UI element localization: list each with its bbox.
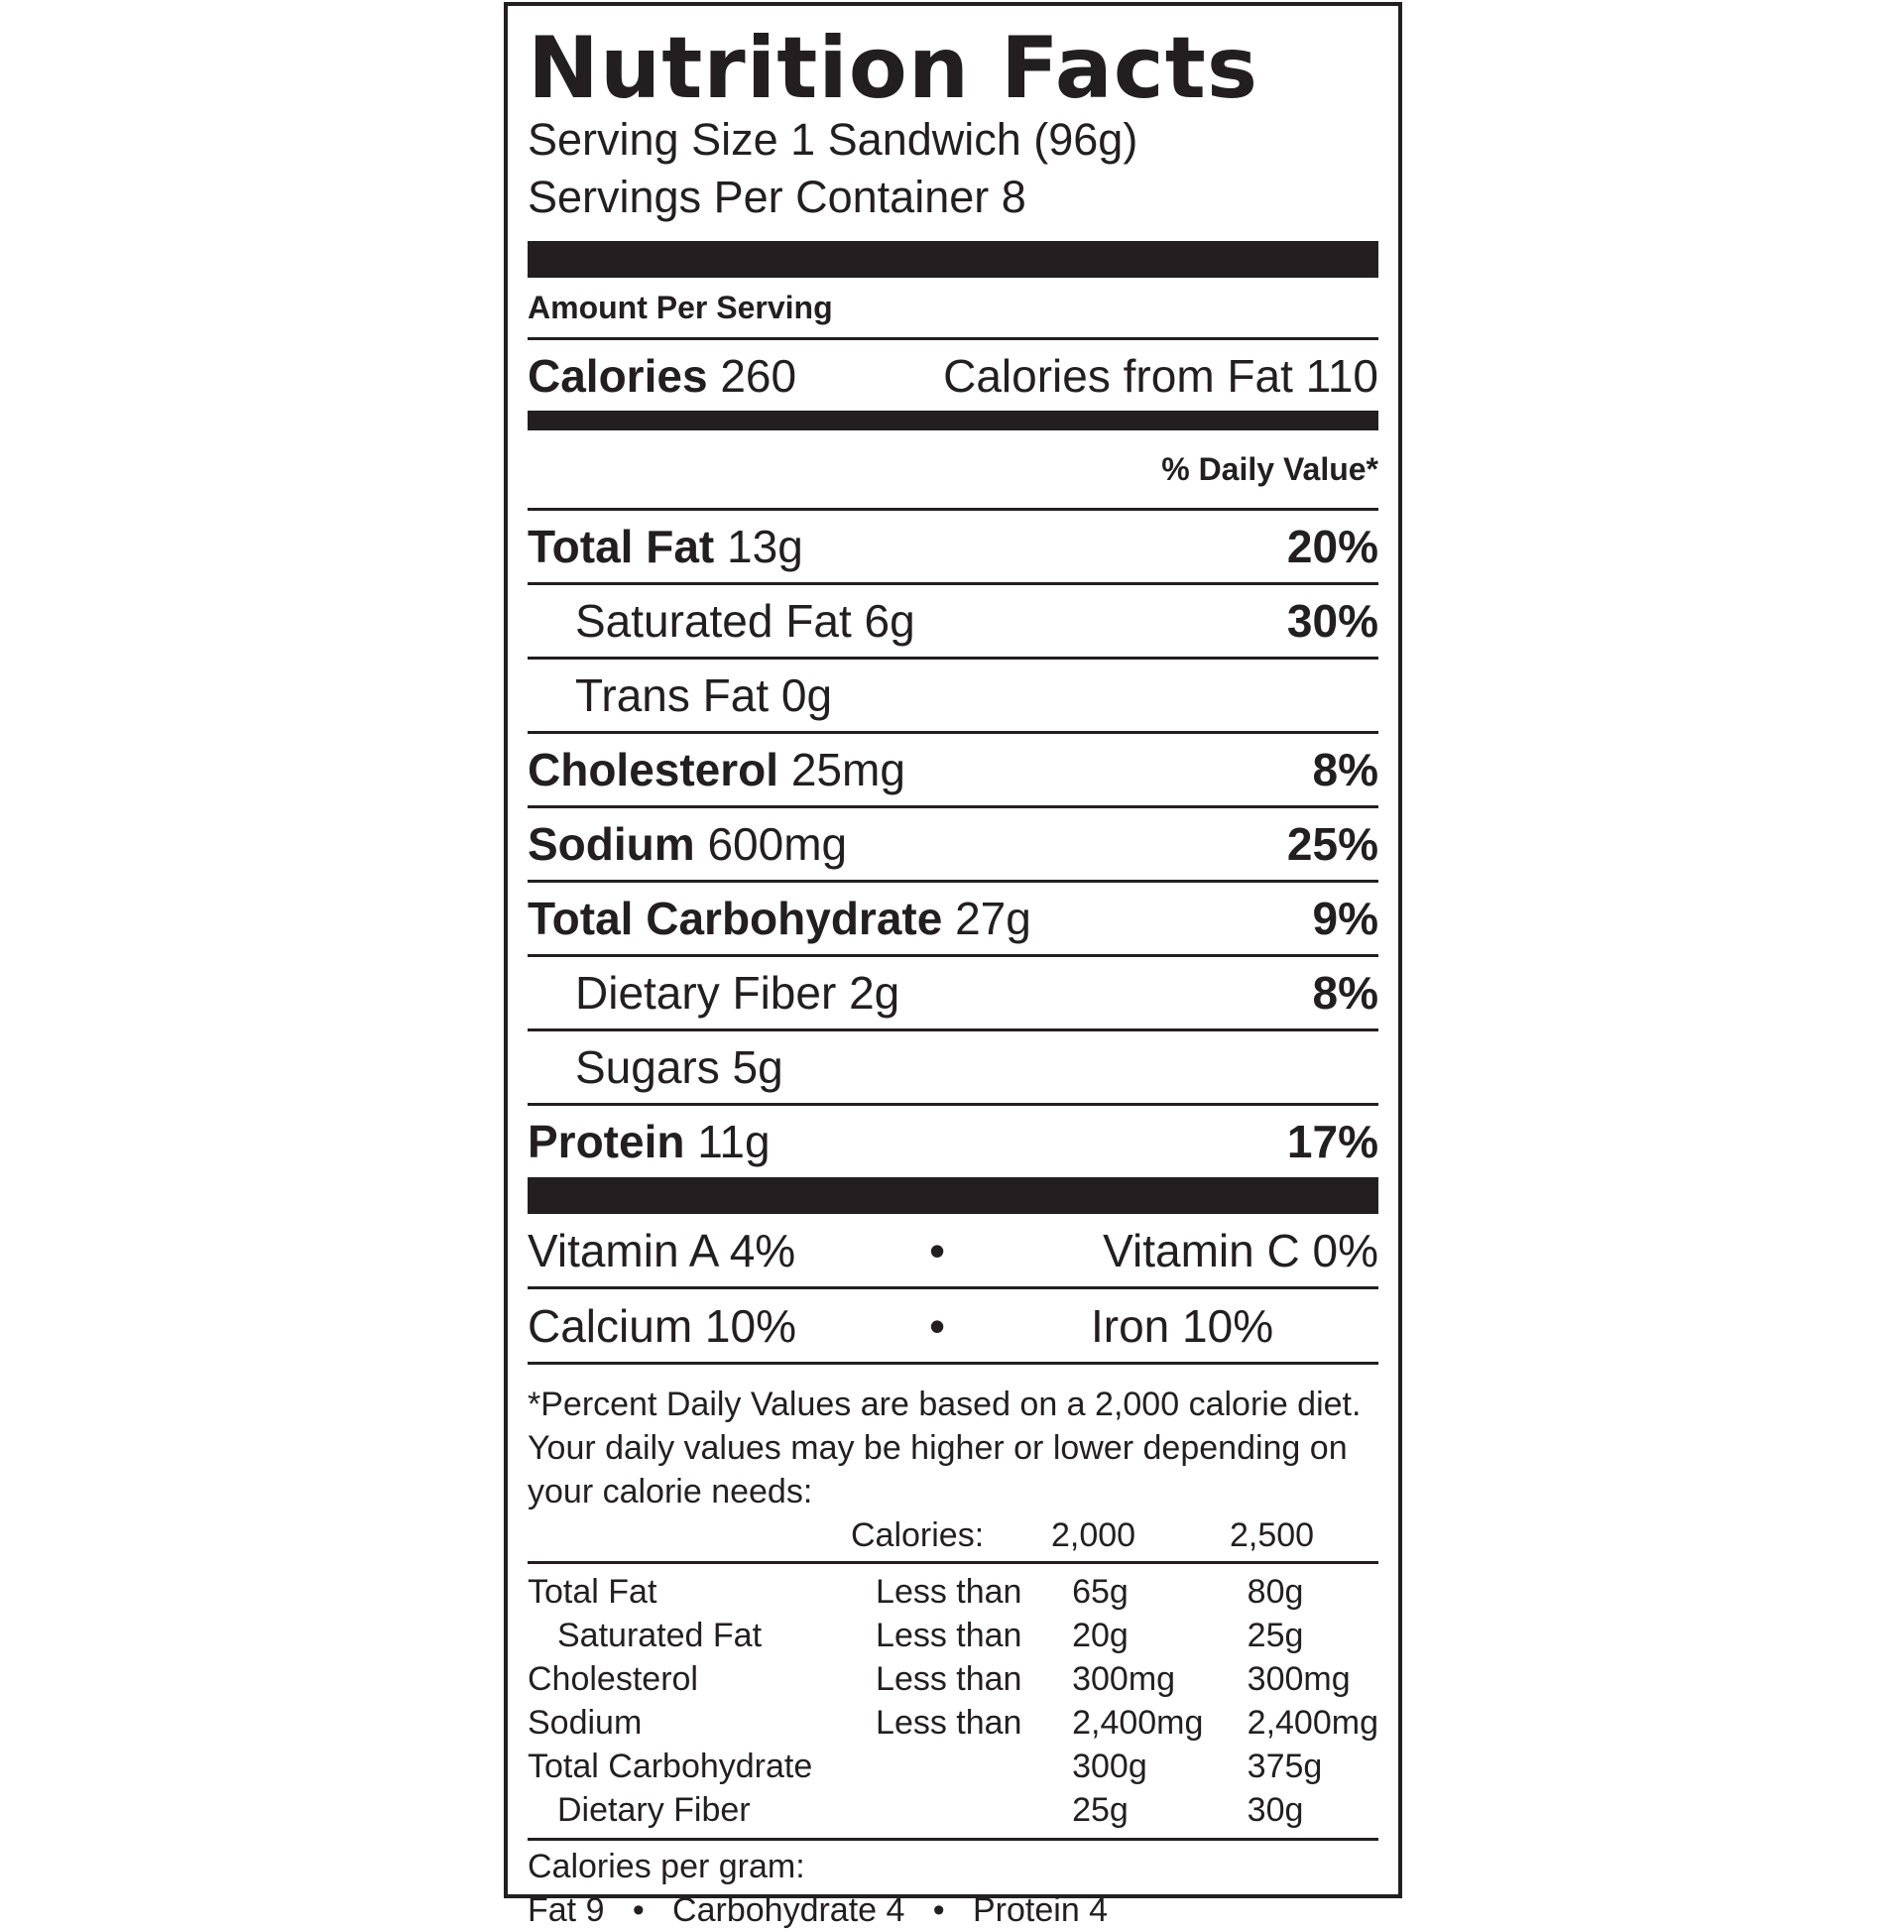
vitamin-c: Vitamin C 0% xyxy=(1103,1224,1378,1276)
vitamin-a: Vitamin A 4% xyxy=(528,1224,796,1276)
nutrient-amount: 6g xyxy=(864,595,915,647)
nutrient-amount: 25mg xyxy=(790,744,905,795)
nutrient-amount: 27g xyxy=(955,893,1031,944)
thick-divider xyxy=(528,1177,1378,1214)
nutrient-amount: 13g xyxy=(727,521,803,572)
calories-label: Calories xyxy=(528,349,708,402)
calories-group xyxy=(528,349,796,403)
bullet: • xyxy=(929,1299,946,1352)
nutrient-amount: 0g xyxy=(780,669,833,721)
nutrient-row-protein xyxy=(528,1106,1378,1177)
table-row: Cholesterol Less than 300mg 300mg xyxy=(528,1660,1351,1698)
table-row: Total Fat Less than 65g 80g xyxy=(528,1573,1304,1611)
nutrient-daily-value: 20% xyxy=(1286,521,1378,572)
nutrient-daily-value: 17% xyxy=(1286,1116,1378,1167)
table-row: Sodium Less than 2,400mg 2,400mg xyxy=(528,1704,1378,1742)
medium-divider xyxy=(528,411,1378,430)
iron: Iron 10% xyxy=(1091,1299,1274,1352)
nutrient-name: Sugars xyxy=(575,1041,720,1093)
nutrient-name: Dietary Fiber xyxy=(575,967,837,1019)
mineral-row xyxy=(528,1289,1378,1362)
nutrient-name: Sodium xyxy=(528,818,695,870)
vitamin-row xyxy=(528,1214,1378,1286)
amount-per-serving: Amount Per Serving xyxy=(528,289,833,325)
footnote-line: your calorie needs: xyxy=(528,1473,813,1510)
footnote-line: Your daily values may be higher or lower depending on xyxy=(528,1429,1348,1467)
nutrient-row-dietary-fiber xyxy=(528,957,1378,1028)
nutrient-label xyxy=(575,1040,783,1094)
nutrient-daily-value: 25% xyxy=(1286,818,1378,870)
nutrient-amount: 600mg xyxy=(707,818,848,870)
nutrient-label xyxy=(575,668,832,722)
nutrient-row-total-carbohydrate xyxy=(528,883,1378,954)
nutrient-row-saturated-fat xyxy=(528,585,1378,657)
table-row: Total Carbohydrate 300g 375g xyxy=(528,1748,1323,1785)
nutrient-daily-value: 8% xyxy=(1312,967,1378,1019)
footnote-line: *Percent Daily Values are based on a 2,000 calorie diet. xyxy=(528,1386,1362,1423)
nutrition-facts-panel xyxy=(504,2,1402,1929)
nutrient-name: Cholesterol xyxy=(528,744,779,795)
nutrient-amount: 5g xyxy=(732,1041,783,1093)
calories-value: 260 xyxy=(720,349,797,402)
nutrient-row-cholesterol xyxy=(528,734,1378,805)
daily-value-reference-table xyxy=(528,1513,1314,1557)
table-row: Saturated Fat Less than 20g 25g xyxy=(557,1617,1304,1654)
thick-divider xyxy=(528,241,1378,278)
calories-per-gram-label: Calories per gram: xyxy=(528,1848,805,1885)
nutrient-daily-value: 30% xyxy=(1286,595,1378,647)
nutrient-label xyxy=(528,817,847,871)
nutrient-amount: 11g xyxy=(697,1116,771,1167)
serving-size: Serving Size 1 Sandwich (96g) xyxy=(528,114,1138,165)
nutrient-amount: 2g xyxy=(849,967,900,1019)
nutrient-row-sodium xyxy=(528,808,1378,880)
nutrient-name: Total Carbohydrate xyxy=(528,893,943,944)
nutrient-label xyxy=(575,966,899,1020)
calories-from-fat: Calories from Fat 110 xyxy=(943,349,1378,402)
nutrient-daily-value: 8% xyxy=(1312,744,1378,795)
nutrient-label xyxy=(528,892,1031,945)
nutrient-label xyxy=(528,743,905,796)
nutrient-name: Protein xyxy=(528,1116,685,1167)
panel-title: Nutrition Facts xyxy=(528,19,1259,118)
nutrient-name: Trans Fat xyxy=(575,669,770,721)
nutrient-row-sugars xyxy=(528,1031,1378,1103)
calories-per-gram-values: Fat 9 • Carbohydrate 4 • Protein 4 xyxy=(528,1891,1109,1929)
nutrient-label xyxy=(528,520,803,573)
calories-per-gram xyxy=(528,1841,1378,1932)
calories-row xyxy=(528,340,1378,411)
nutrient-name: Total Fat xyxy=(528,521,715,572)
nutrient-name: Saturated Fat xyxy=(575,595,852,647)
divider xyxy=(528,1561,1378,1564)
nutrient-daily-value: 9% xyxy=(1312,893,1378,944)
nutrient-label xyxy=(575,594,915,648)
nutrient-row-trans-fat xyxy=(528,660,1378,731)
nutrient-label xyxy=(528,1115,771,1168)
bullet: • xyxy=(929,1224,946,1276)
table-row: Dietary Fiber 25g 30g xyxy=(557,1791,1304,1829)
footnote xyxy=(528,1365,1378,1513)
servings-per-container: Servings Per Container 8 xyxy=(528,172,1026,222)
calcium: Calcium 10% xyxy=(528,1299,796,1352)
daily-value-header: % Daily Value* xyxy=(1161,450,1378,487)
nutrient-row-total-fat xyxy=(528,511,1378,582)
daily-value-reference-rows xyxy=(528,1570,1378,1832)
table-header-row: Calories: 2,000 2,500 xyxy=(851,1516,1315,1554)
